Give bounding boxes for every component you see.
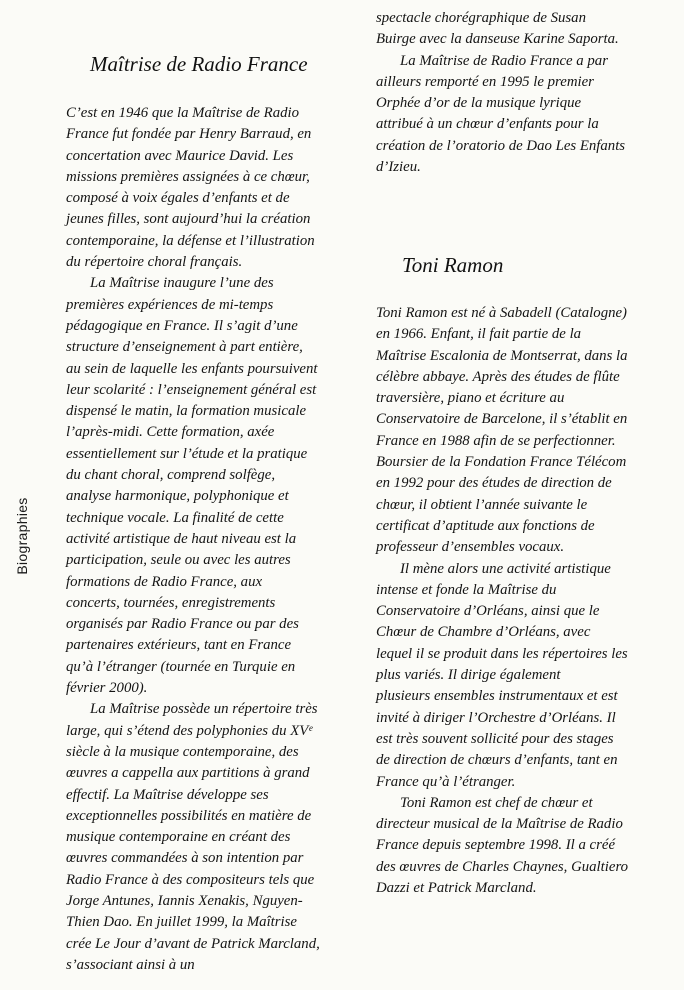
right-continuation bbox=[376, 8, 625, 178]
text-line: formations de Radio France, aux bbox=[66, 573, 263, 590]
text-line: essentiellement sur l’étude et la pratique bbox=[66, 445, 308, 462]
text-line: Maîtrise Escalonia de Montserrat, dans la bbox=[376, 347, 628, 364]
text-line: Chœur de Chambre d’Orléans, avec bbox=[376, 624, 591, 641]
text-line: célèbre abbaye. Après des études de flûte bbox=[376, 368, 620, 385]
text-line: en 1992 pour des études de direction de bbox=[376, 475, 612, 492]
text-line: des œuvres de Charles Chaynes, Gualtiero bbox=[376, 858, 629, 875]
text-line: Radio France à des compositeurs tels que bbox=[66, 871, 315, 888]
text-line: de direction de chœurs d’enfants, tant en bbox=[376, 752, 618, 769]
text-line: La Maîtrise inaugure l’une des bbox=[90, 275, 274, 292]
text-line: partenaires extérieurs, tant en France bbox=[66, 637, 292, 654]
text-line: concerts, tournées, enregistrements bbox=[66, 594, 276, 611]
text-line: leur scolarité : l’enseignement général est bbox=[66, 381, 317, 398]
text-line: France fut fondée par Henry Barraud, en bbox=[66, 126, 312, 143]
text-line: certificat d’aptitude aux fonctions de bbox=[376, 517, 595, 534]
text-line: traversière, piano et écriture au bbox=[376, 390, 565, 407]
text-line: Boursier de la Fondation France Télécom bbox=[376, 454, 627, 471]
text-line: Thien Dao. En juillet 1999, la Maîtrise bbox=[66, 914, 297, 931]
text-line: plusieurs ensembles instrumentaux et est bbox=[376, 688, 618, 705]
text-line: février 2000). bbox=[66, 680, 148, 697]
text-line: France qu’à l’étranger. bbox=[376, 773, 516, 790]
text-line: musique contemporaine en créant des bbox=[66, 829, 291, 846]
text-line: attribué à un chœur d’enfants pour la bbox=[376, 116, 599, 133]
text-line: pédagogique en France. Il s’agit d’une bbox=[66, 317, 298, 334]
text-line: invité à diriger l’Orchestre d’Orléans. Il bbox=[376, 709, 616, 726]
text-line: directeur musical de la Maîtrise de Radio bbox=[376, 816, 623, 833]
text-line: activité artistique de haut niveau est la bbox=[66, 530, 297, 547]
text-line: premières expériences de mi-temps bbox=[66, 296, 274, 313]
text-line: Dazzi et Patrick Marcland. bbox=[376, 880, 537, 897]
text-line: Conservatoire de Barcelone, il s’établit en bbox=[376, 411, 628, 428]
text-line: large, qui s’étend des polyphonies du XVᵉ bbox=[66, 722, 313, 739]
heading-toni-ramon: Toni Ramon bbox=[402, 253, 504, 277]
text-line: contemporaine, la défense et l’illustration bbox=[66, 232, 315, 249]
text-line: France en 1988 afin de se perfectionner. bbox=[376, 432, 616, 449]
text-line: du répertoire choral français. bbox=[66, 254, 243, 271]
text-line: œuvres a cappella aux partitions à grand bbox=[66, 765, 310, 782]
text-line: Buirge avec la danseuse Karine Saporta. bbox=[376, 31, 619, 48]
text-line: Conservatoire d’Orléans, ainsi que le bbox=[376, 603, 600, 620]
text-line: La Maîtrise de Radio France a par bbox=[400, 52, 608, 69]
text-line: crée Le Jour d’avant de Patrick Marcland, bbox=[66, 935, 320, 952]
text-line: intense et fonde la Maîtrise du bbox=[376, 581, 557, 598]
text-line: dispensé le matin, la formation musicale bbox=[66, 403, 307, 420]
text-line: La Maîtrise possède un répertoire très bbox=[90, 701, 318, 718]
text-line: qu’à l’étranger (tournée en Turquie en bbox=[66, 658, 296, 675]
left-body bbox=[66, 103, 320, 976]
heading-maitrise: Maîtrise de Radio France bbox=[90, 52, 308, 76]
text-line: Orphée d’or de la musique lyrique bbox=[376, 95, 582, 112]
text-line: du chant choral, comprend solfège, bbox=[66, 467, 276, 484]
text-line: composé à voix égales d’enfants et de bbox=[66, 190, 290, 207]
text-line: l’après-midi. Cette formation, axée bbox=[66, 424, 275, 441]
text-line: œuvres commandées à son intention par bbox=[66, 850, 304, 867]
text-line: en 1966. Enfant, il fait partie de la bbox=[376, 326, 582, 343]
side-label-biographies: Biographies bbox=[14, 497, 30, 575]
text-line: structure d’enseignement à part entière, bbox=[66, 339, 303, 356]
text-line: ailleurs remporté en 1995 le premier bbox=[376, 73, 594, 90]
text-line: s’associant ainsi à un bbox=[66, 956, 195, 973]
text-line: lequel il se produit dans les répertoires les bbox=[376, 645, 628, 662]
text-line: Toni Ramon est chef de chœur et bbox=[400, 794, 593, 811]
text-line: plus variés. Il dirige également bbox=[376, 667, 561, 684]
text-line: est très souvent sollicité pour des stages bbox=[376, 730, 614, 747]
text-line: technique vocale. La finalité de cette bbox=[66, 509, 284, 526]
right-body bbox=[376, 303, 628, 899]
text-line: concertation avec Maurice David. Les bbox=[66, 147, 294, 164]
text-line: organisés par Radio France ou par des bbox=[66, 616, 299, 633]
text-line: siècle à la musique contemporaine, des bbox=[66, 743, 299, 760]
text-line: C’est en 1946 que la Maîtrise de Radio bbox=[66, 105, 300, 121]
text-line: jeunes filles, sont aujourd’hui la création bbox=[66, 211, 311, 228]
text-line: missions premières assignées à ce chœur, bbox=[66, 168, 310, 185]
text-line: France depuis septembre 1998. Il a créé bbox=[376, 837, 616, 854]
text-line: participation, seule ou avec les autres bbox=[66, 552, 291, 569]
text-line: professeur d’ensembles vocaux. bbox=[376, 539, 565, 556]
text-line: Toni Ramon est né à Sabadell (Catalogne) bbox=[376, 305, 627, 321]
text-line: d’Izieu. bbox=[376, 159, 421, 176]
text-line: au sein de laquelle les enfants poursuivent bbox=[66, 360, 318, 377]
text-line: création de l’oratorio de Dao Les Enfants bbox=[376, 137, 626, 154]
text-line: effectif. La Maîtrise développe ses bbox=[66, 786, 269, 803]
text-line: analyse harmonique, polyphonique et bbox=[66, 488, 289, 505]
text-line: spectacle chorégraphique de Susan bbox=[376, 10, 586, 26]
text-line: chœur, il obtient l’année suivante le bbox=[376, 496, 588, 513]
text-line: Il mène alors une activité artistique bbox=[400, 560, 611, 577]
text-line: Jorge Antunes, Iannis Xenakis, Nguyen- bbox=[66, 892, 303, 909]
text-line: exceptionnelles possibilités en matière de bbox=[66, 807, 312, 824]
